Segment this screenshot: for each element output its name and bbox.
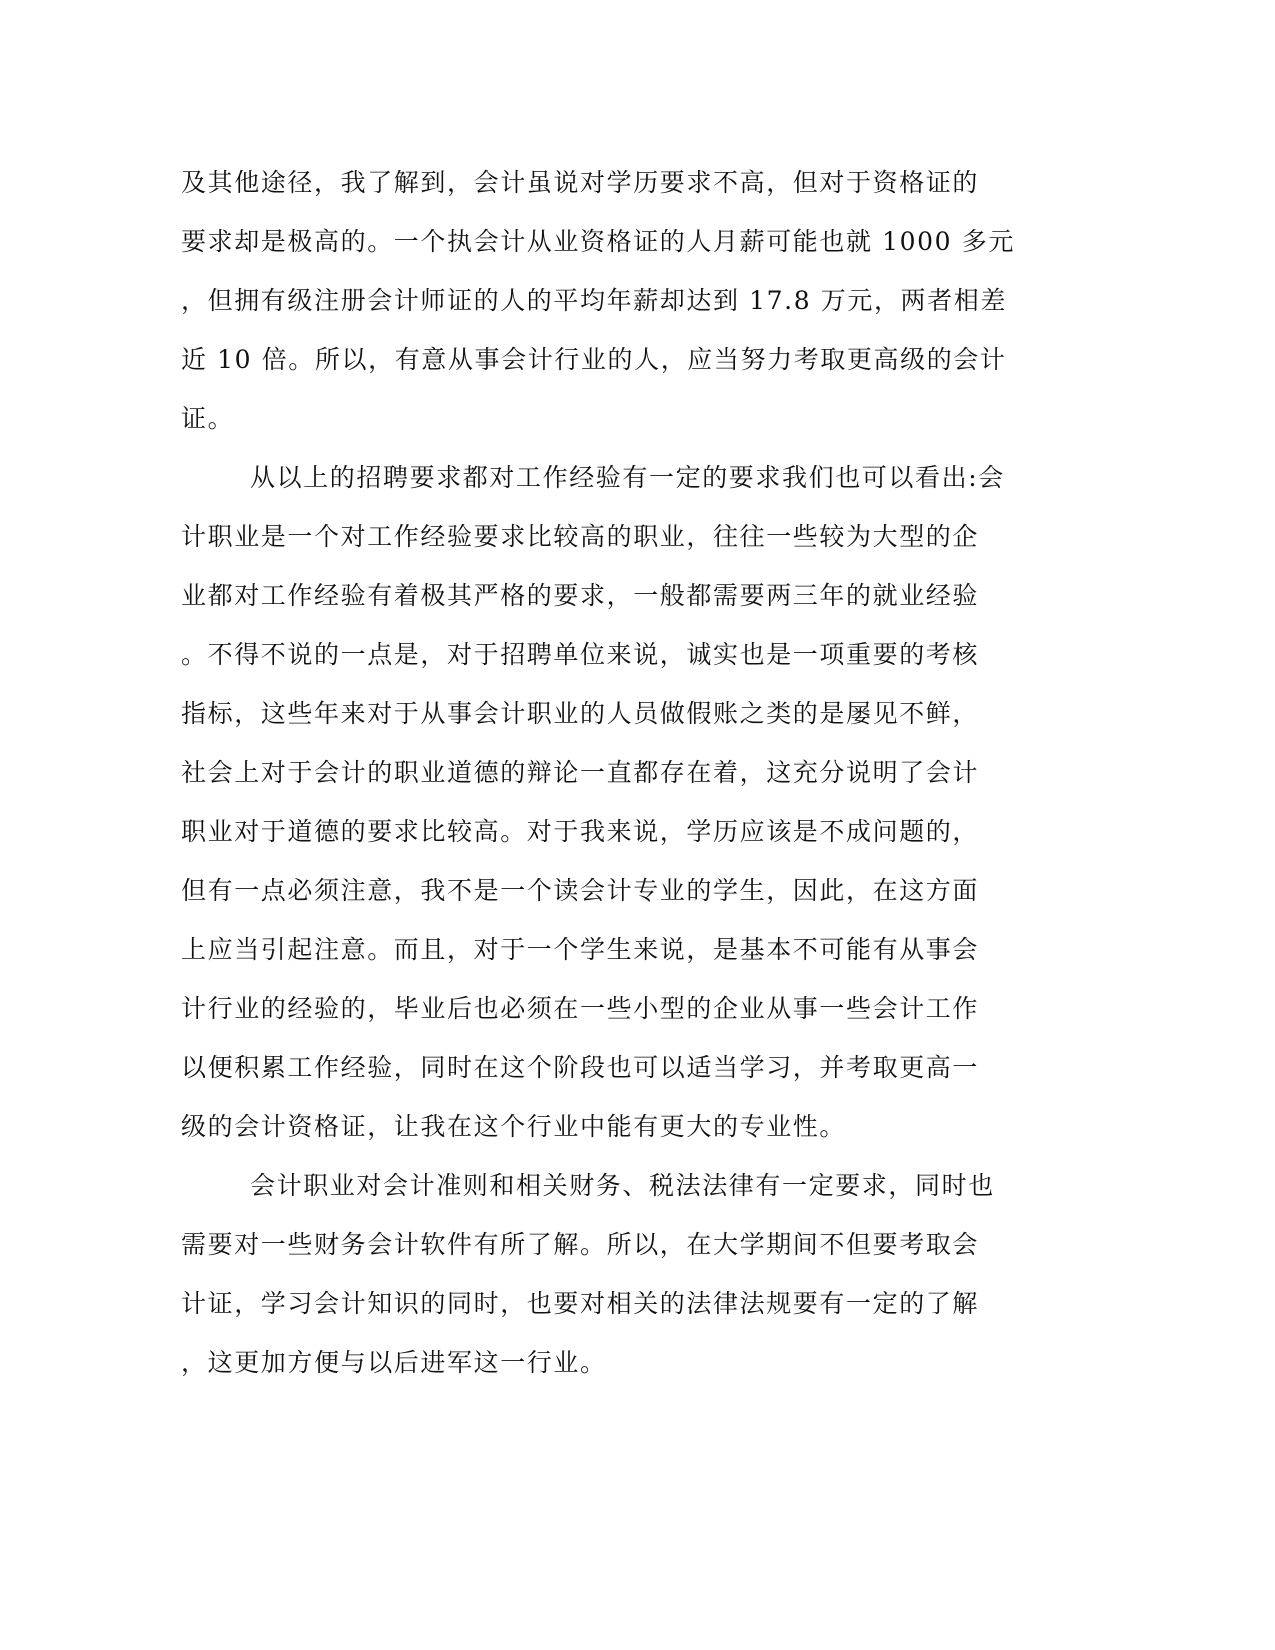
- text-line: 。不得不说的一点是，对于招聘单位来说，诚实也是一项重要的考核: [181, 640, 980, 669]
- text-line: 计行业的经验的，毕业后也必须在一些小型的企业从事一些会计工作: [181, 994, 980, 1023]
- text-line: 职业对于道德的要求比较高。对于我来说，学历应该是不成问题的，: [181, 817, 980, 846]
- text-line: 要求却是极高的。一个执会计从业资格证的人月薪可能也就 1000 多元: [181, 227, 1015, 256]
- text-line: ，这更加方便与以后进军这一行业。: [181, 1348, 607, 1377]
- text-line: 计证，学习会计知识的同时，也要对相关的法律法规要有一定的了解: [181, 1289, 980, 1318]
- text-line: 业都对工作经验有着极其严格的要求，一般都需要两三年的就业经验: [181, 581, 980, 610]
- text-line: 计职业是一个对工作经验要求比较高的职业，往往一些较为大型的企: [181, 522, 980, 551]
- text-line: ，但拥有级注册会计师证的人的平均年薪却达到 17.8 万元，两者相差: [181, 286, 1007, 315]
- paragraph-first-line: 会计职业对会计准则和相关财务、税法法律有一定要求，同时也: [250, 1171, 995, 1200]
- text-line: 以便积累工作经验，同时在这个阶段也可以适当学习，并考取更高一: [181, 1053, 980, 1082]
- text-line: 但有一点必须注意，我不是一个读会计专业的学生，因此，在这方面: [181, 876, 980, 905]
- document-body: [181, 153, 1041, 1392]
- text-line: 上应当引起注意。而且，对于一个学生来说，是基本不可能有从事会: [181, 935, 980, 964]
- text-line: 及其他途径，我了解到，会计虽说对学历要求不高，但对于资格证的: [181, 168, 980, 197]
- text-line: 证。: [181, 404, 235, 433]
- text-line: 指标，这些年来对于从事会计职业的人员做假账之类的是屡见不鲜，: [181, 699, 980, 728]
- text-line: 需要对一些财务会计软件有所了解。所以，在大学期间不但要考取会: [181, 1230, 980, 1259]
- text-line: 级的会计资格证，让我在这个行业中能有更大的专业性。: [181, 1112, 847, 1141]
- paragraph-first-line: 从以上的招聘要求都对工作经验有一定的要求我们也可以看出:会: [250, 463, 1005, 492]
- text-line: 社会上对于会计的职业道德的辩论一直都存在着，这充分说明了会计: [181, 758, 980, 787]
- text-line: 近 10 倍。所以，有意从事会计行业的人，应当努力考取更高级的会计: [181, 345, 1007, 374]
